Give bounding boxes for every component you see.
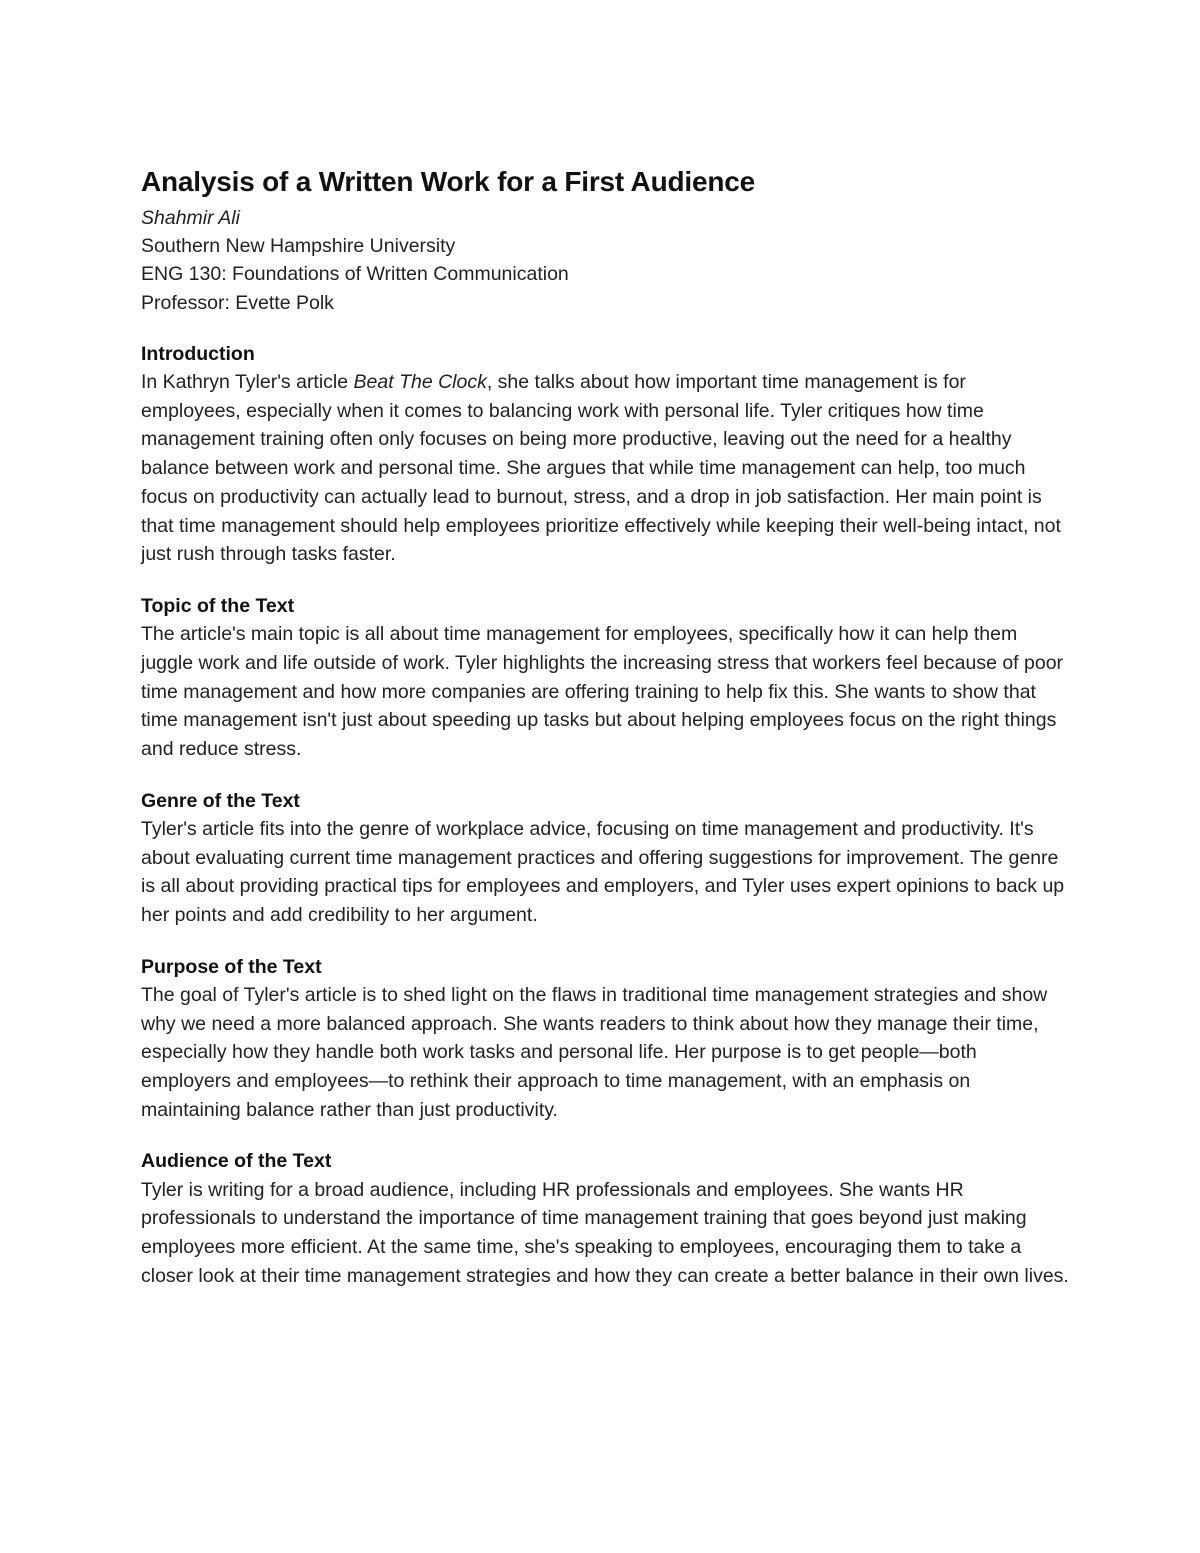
section-purpose — [141, 953, 1071, 1125]
section-heading: Topic of the Text — [141, 594, 295, 617]
section-heading: Genre of the Text — [141, 789, 300, 812]
section-body: The article's main topic is all about time management for employees, specifically how it can help them juggle work and life outside of work. Tyler highlights the increasing stress that workers feel because of poor time management and how more companies are offering training to help fix this. She wants to show that time management isn't just about speeding up tasks but about helping employees focus on the right things and reduce stress. — [141, 623, 1064, 760]
institution-name: Southern New Hampshire University — [141, 235, 456, 258]
section-topic — [141, 592, 1071, 764]
section-genre — [141, 787, 1071, 930]
course-name: ENG 130: Foundations of Written Communication — [141, 263, 569, 286]
body-text: , she talks about how important time management is for employees, especially when it comes to balancing work with personal life. Tyler critiques how time management training often only focuses on being more productive, leaving out the need for a healthy balance between work and personal time. She argues that while time management can help, too much focus on productivity can actually lead to burnout, stress, and a drop in job satisfaction. Her main point is that time management should help employees prioritize effectively while keeping their well-being intact, not just rush through tasks faster. — [141, 371, 1061, 566]
section-body: Tyler's article fits into the genre of workplace advice, focusing on time management and productivity. It's about evaluating current time management practices and offering suggestions for improvement. The genre is all about providing practical tips for employees and employers, and Tyler uses expert opinions to back up her points and add credibility to her argument. — [141, 817, 1065, 926]
document-page — [141, 164, 1071, 1290]
section-heading: Purpose of the Text — [141, 955, 322, 978]
section-audience — [141, 1147, 1071, 1290]
section-introduction — [141, 340, 1071, 569]
article-title: Beat The Clock — [353, 371, 487, 394]
document-title: Analysis of a Written Work for a First Audience — [141, 166, 755, 197]
section-body: The goal of Tyler's article is to shed light on the flaws in traditional time management strategies and show why we need a more balanced approach. She wants readers to think about how they manage their time, especially how they handle both work tasks and personal life. Her purpose is to get people—both employers and employees—to rethink their approach to time management, with an emphasis on maintaining balance rather than just productivity. — [141, 983, 1048, 1121]
body-text: In Kathryn Tyler's article — [141, 371, 354, 394]
author-name: Shahmir Ali — [141, 207, 240, 229]
professor-name: Professor: Evette Polk — [141, 291, 334, 314]
section-body: Tyler is writing for a broad audience, including HR professionals and employees. She wants HR professionals to understand the importance of time management training that goes beyond just making employees more efficient. At the same time, she's speaking to employees, encouraging them to take a closer look at their time management strategies and how they can create a better balance in their own lives. — [141, 1178, 1069, 1287]
section-body — [141, 368, 1071, 569]
section-heading: Audience of the Text — [141, 1150, 332, 1173]
section-heading: Introduction — [141, 342, 255, 365]
